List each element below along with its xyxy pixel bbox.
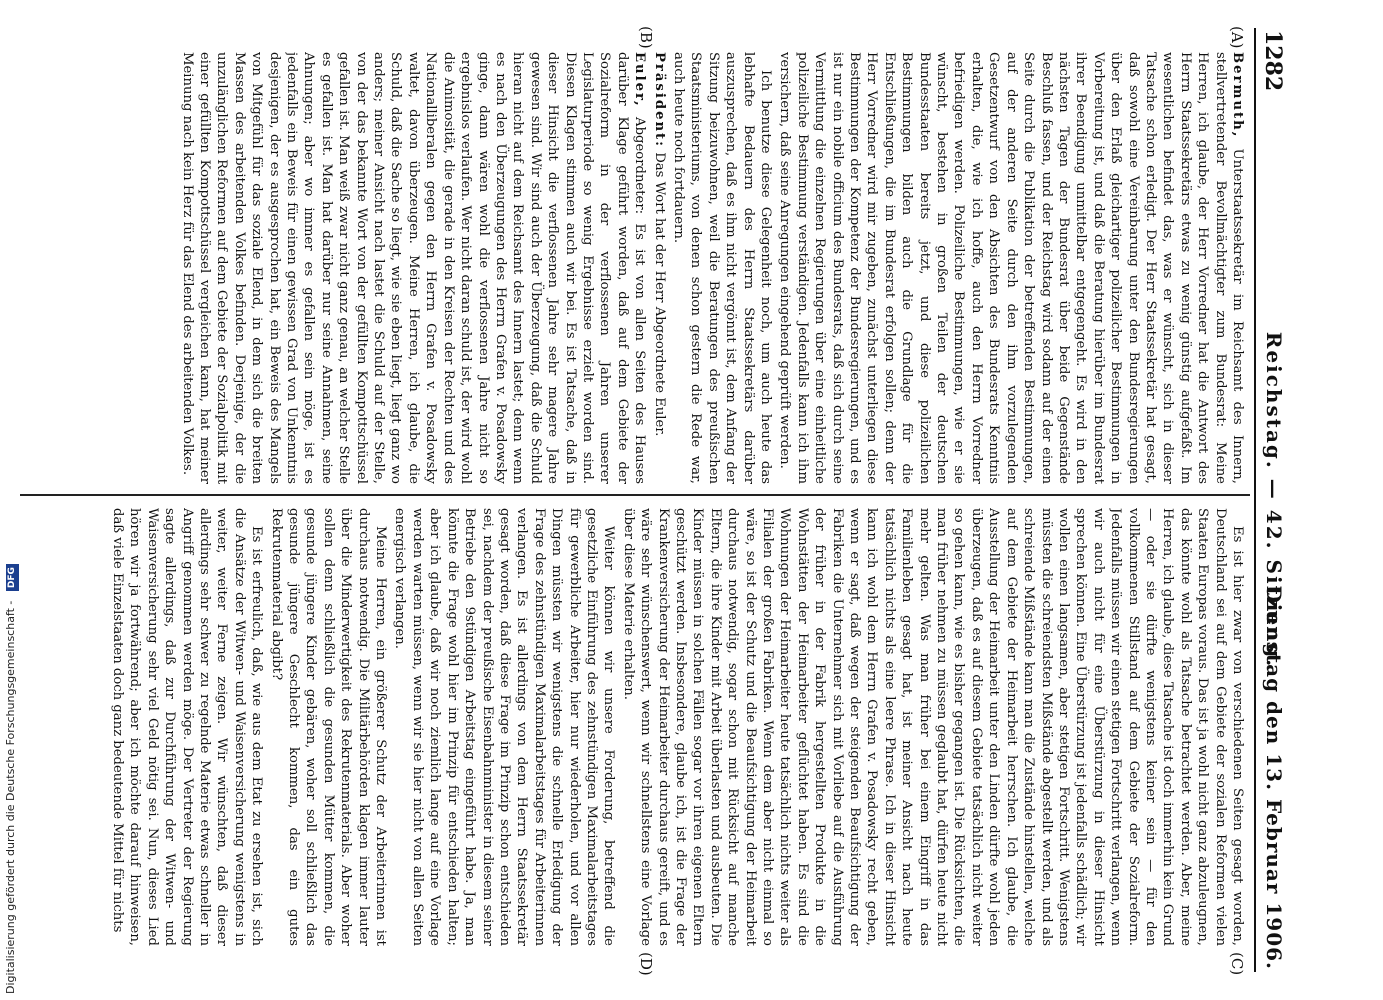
paragraph	[267, 508, 389, 946]
speaker-name: Bermuth,	[1230, 52, 1245, 139]
speaker-name: Präsident:	[651, 52, 667, 149]
page-header	[1254, 28, 1296, 972]
left-column	[22, 52, 1246, 484]
margin-mark-a: (A)	[1228, 26, 1246, 49]
paragraph-text: Weiter können wir unsere Forderung, betreffend die gesetzliche Einführung des zehnstündigen Maximalarbeitstages für gewerbliche Arbeiter, hier nur wiederholen, und vor allen Dingen müssten wir wenigstens die schnelle Erledigung der Frage des zehnstündigen Maximalarbeitstages für Arbeiterinnen verlangen. Es ist allerdings von dem Herrn Staatssekretär gesagt worden, daß diese Frage im Prinzip schon entschieden sei, nachdem der preußische Eisenbahnminister in diesem seiner Betriebe den 9stündigen Arbeitstag eingeführt habe. Ja, man könnte die Frage wohl hier im Prinzip für entschieden halten; aber ich glaube, daß wir noch ziemlich lange auf eine Vorlage werden warten müssen, wenn wir sie hier nicht von allen Seiten energisch verlangen.	[392, 508, 617, 946]
page-date: Dienstag den 13. Februar 1906.	[1262, 585, 1286, 970]
paragraph-text: Es ist hier zwar von verschiedenen Seiten gesagt worden, Deutschland sei auf dem Gebiete der sozialen Reformen vielen Staaten Europas voraus. Das ist ja wohl nicht ganz abzuleugnen, das könnte wohl als Tatsache betrachtet werden. Aber, meine Herren, ich glaube, diese Tatsache ist doch immerhin kein Grund — oder sie dürfte wenigstens keiner sein — für den vollkommenen Stillstand auf dem Gebiete der Sozialreform. Jedenfalls müssen wir einen stetigen Fortschritt verlangen, wenn wir auch nicht für eine Überstürzung in dieser Hinsicht sprechen können. Eine Überstürzung ist jedenfalls schädlich; wir wollen einen langsamen, aber stetigen Fortschritt. Wenigstens müssten die schreiendsten Mißstände abgestellt werden, und als schreiende Mißstände kann man die Zustände hinstellen, welche auf dem Gebiete der Heimarbeit herrschen. Ich glaube, die Ausstellung der Heimarbeit unter den Linden dürfte wohl jeden überzeugen, daß es auf diesem Gebiete tatsächlich nicht weiter so gehen kann, wie es bisher gegangen ist. Die Rücksichten, die man früher nehmen zu müssen geglaubt hat, dürfen heute nicht mehr gelten. Was man früher bei einem Eingriff in das Familienleben gesagt hat, ist meiner Ansicht nach heute tatsächlich nichts als eine leere Phrase. Ich in dieser Hinsicht kann ich wohl dem Herrn Grafen v. Posadowsky recht geben, wenn er sagt, daß wegen der steigenden Beaufsichtigung der Fabriken die Unternehmer sich mit Vorliebe auf die Ausführung der früher in der Fabrik hergestellten Produkte in die Wohnstätten der Heimarbeiter geflüchtet haben. Es sind die Wohnungen der Heimarbeiter heute tatsächlich nichts weiter als Filialen der großen Fabriken. Wenn dem aber nicht einmal so wäre, so ist der Schutz und die Beaufsichtigung der Heimarbeit durchaus notwendig, sogar schon mit Rücksicht auf manche Eltern, die ihre Kinder mit Arbeit überlasten und ausbeuten. Die Kinder müssen in solchen Fällen sogar vor ihren eigenen Eltern geschützt werden. Insbesondere, glaube ich, ist die Frage der Krankenversicherung der Heimarbeiter durchaus gereift, und es wäre sehr wünschenswert, wenn wir schnellstens eine Vorlage über diese Materie erhalten.	[620, 508, 1245, 946]
paragraph-text: Das Wort hat der Herr Abgeordnete Euler.	[651, 152, 667, 437]
paragraph-text: Unterstaatssekretär im Reichsamt des Innern, stellvertretender Bevollmächtigter zum Bundesrat: Meine Herren, ich glaube, der Herr Vorredner hat die Antwort des Herrn Staatssekretärs etwas zu wenig günstig aufgefaßt. Im wesentlichen befindet das, was er wünscht, sich in dieser Tatsache schon erledigt. Der Herr Staatssekretär hat gesagt, daß sowohl eine Vereinbarung unter den Bundesregierungen über den Erlaß gleichartiger polizeilicher Bestimmungen in Vorbereitung ist, und daß die Beratung hierüber im Bundesrat ihrer Beendigung unmittelbar entgegengeht. Es wird in den nächsten Tagen der Bundesrat über beide Gegenstände Beschluß fassen, und der Reichstag wird sodann auf der einen Seite durch die Publikation der betreffenden Bestimmungen, auf der anderen Seite durch den ihm vorzulegenden Gesetzentwurf von den Absichten des Bundesrats Kenntnis erhalten, die, wie ich hoffe, auch den Herrn Vorredner befriedigen werden. Polizeiliche Bestimmungen, wie er sie wünscht, bestehen in großen Teilen der deutschen Bundesstaaten bereits jetzt, und diese polizeilichen Bestimmungen bilden auch die Grundlage für die Entschließungen, die im Bundesrat erfolgen sollen; denn der Herr Vorredner wird mir zugeben, zunächst unterliegen diese Bestimmungen der Kompetenz der Bundesregierungen, und es ist nur ein nobile officium des Bundesrats, daß sich durch seine Vermittlung die einzelnen Regierungen über eine einheitliche polizeiliche Bestimmung verständigen. Jedenfalls kann ich ihm versichern, daß seine Anregungen eingehend geprüft werden.	[777, 52, 1245, 484]
column-divider	[20, 494, 1250, 496]
paragraph	[619, 508, 1246, 946]
paragraph-text: Ich benutze diese Gelegenheit noch, um auch heute das lebhafte Bedauern des Herrn Staatssekretärs darüber auszusprechen, daß es ihm nicht vergönnt ist, dem Anfang der Sitzung beizuwohnen, weil die Beratungen des preußischen Staatsministeriums, von denen schon gestern die Rede war, auch heute noch fortdauern.	[671, 52, 774, 484]
right-column	[22, 508, 1246, 946]
page-number: 1282	[1260, 30, 1286, 92]
paragraph-text: Abgeordneter: Es ist von allen Seiten des Hauses darüber Klage geführt worden, daß auf dem Gebiete der Sozialreform in der verflossenen Jahren unserer Legislaturperiode so wenig Ergebnisse erzielt worden sind. Diesen Klagen stimmen auch wir bei. Es ist Tatsache, daß in dieser Hinsicht die verflossenen Jahre sehr magere Jahre gewesen sind. Wir sind auch der Überzeugung, daß die Schuld hieran nicht auf dem Reichsamt des Innern lastet; denn wenn es nach den Überzeugungen des Herrn Grafen v. Posadowsky ginge, dann wären wohl die verflossenen Jahre nicht so ergebnislos verlaufen. Wer nicht daran schuld ist, der wird wohl die Animosität, die gerade in den Kreisen der Rechten und des Nationalliberalen gegen den Herrn Grafen v. Posadowsky waltet, davon überzeugen. Meine Herren, ich glaube, die Schuld, daß die Sache so liegt, wie sie eben liegt, liegt ganz wo anders; meiner Ansicht nach lastet die Schuld auf der Stelle, von der das bekannte Wort von der gefüllten Kompottschüssel gefallen ist. Man weiß zwar nicht ganz genau, an welcher Stelle es gefallen ist. Man hat darüber nur seine Annahmen, seine Ahnungen; aber wo immer es gefallen sein möge, ist es jedenfalls ein Beweis für einen gewissen Grad von Unkenntnis desjenigen, der es ausgesprochen hat, ein Beweis des Mangels von Mitgefühl für das soziale Elend, in dem sich die breiten Massen des arbeitenden Volkes befinden. Derjenige, der die unzulänglichen Reformen auf dem Gebiete der Sozialpolitik mit einer gefüllten Kompottschüssel vergleichen kann, hat meiner Meinung nach kein Herz für das Elend des arbeitenden Volkes.	[179, 52, 648, 484]
paragraph	[109, 508, 266, 946]
speaker-name: Euler,	[632, 52, 648, 108]
margin-mark-c: (C)	[1228, 952, 1246, 976]
paragraph	[391, 508, 617, 946]
credit-text: Digitalisierung gefördert durch die Deutsche Forschungsgemeinschaft -	[4, 600, 17, 994]
margin-mark-d: (D)	[637, 952, 655, 976]
dfg-logo: DFG	[6, 564, 19, 591]
paragraph	[670, 52, 774, 484]
paragraph	[650, 52, 667, 484]
page-title: Reichstag. — 42. Sitzung.	[1262, 331, 1286, 669]
paragraph-text: Es ist erfreulich, daß, wie aus dem Etat zu ersehen ist, sich die Ansätze der Witwen- und Waisenversicherung wenigstens in weiter, weiter Ferne zeigen. Wir wünschten, daß dieser allerdings sehr schwer zu regelnde Materie etwas schneller in Angriff genommen werden möge. Der Vertreter der Regierung sagte allerdings, daß zur Durchführung der Witwen- und Waisenversicherung sehr viel Geld nötig sei. Nun, dieses Lied hören wir ja fortwährend; aber ich möchte darauf hinweisen, daß viele Einzelstaaten doch ganz bedeutende Mittel für nichts	[110, 508, 265, 946]
paragraph-text: Meine Herren, ein größerer Schutz der Arbeiterinnen ist durchaus notwendig. Die Militärbehörden klagen immer lauter über die Minderwertigkeit des Rekrutenmaterials. Aber woher sollen denn schließlich die gesunden Mütter kommen, die gesunde jüngere Kinder gebären, woher soll schließlich das gesunde jüngere Geschlecht kommen, das ein gutes Rekrutenmaterial abgibt?	[268, 508, 389, 946]
digitization-credit	[2, 567, 20, 994]
paragraph	[178, 52, 648, 484]
paragraph	[776, 52, 1246, 484]
margin-mark-b: (B)	[637, 26, 655, 49]
